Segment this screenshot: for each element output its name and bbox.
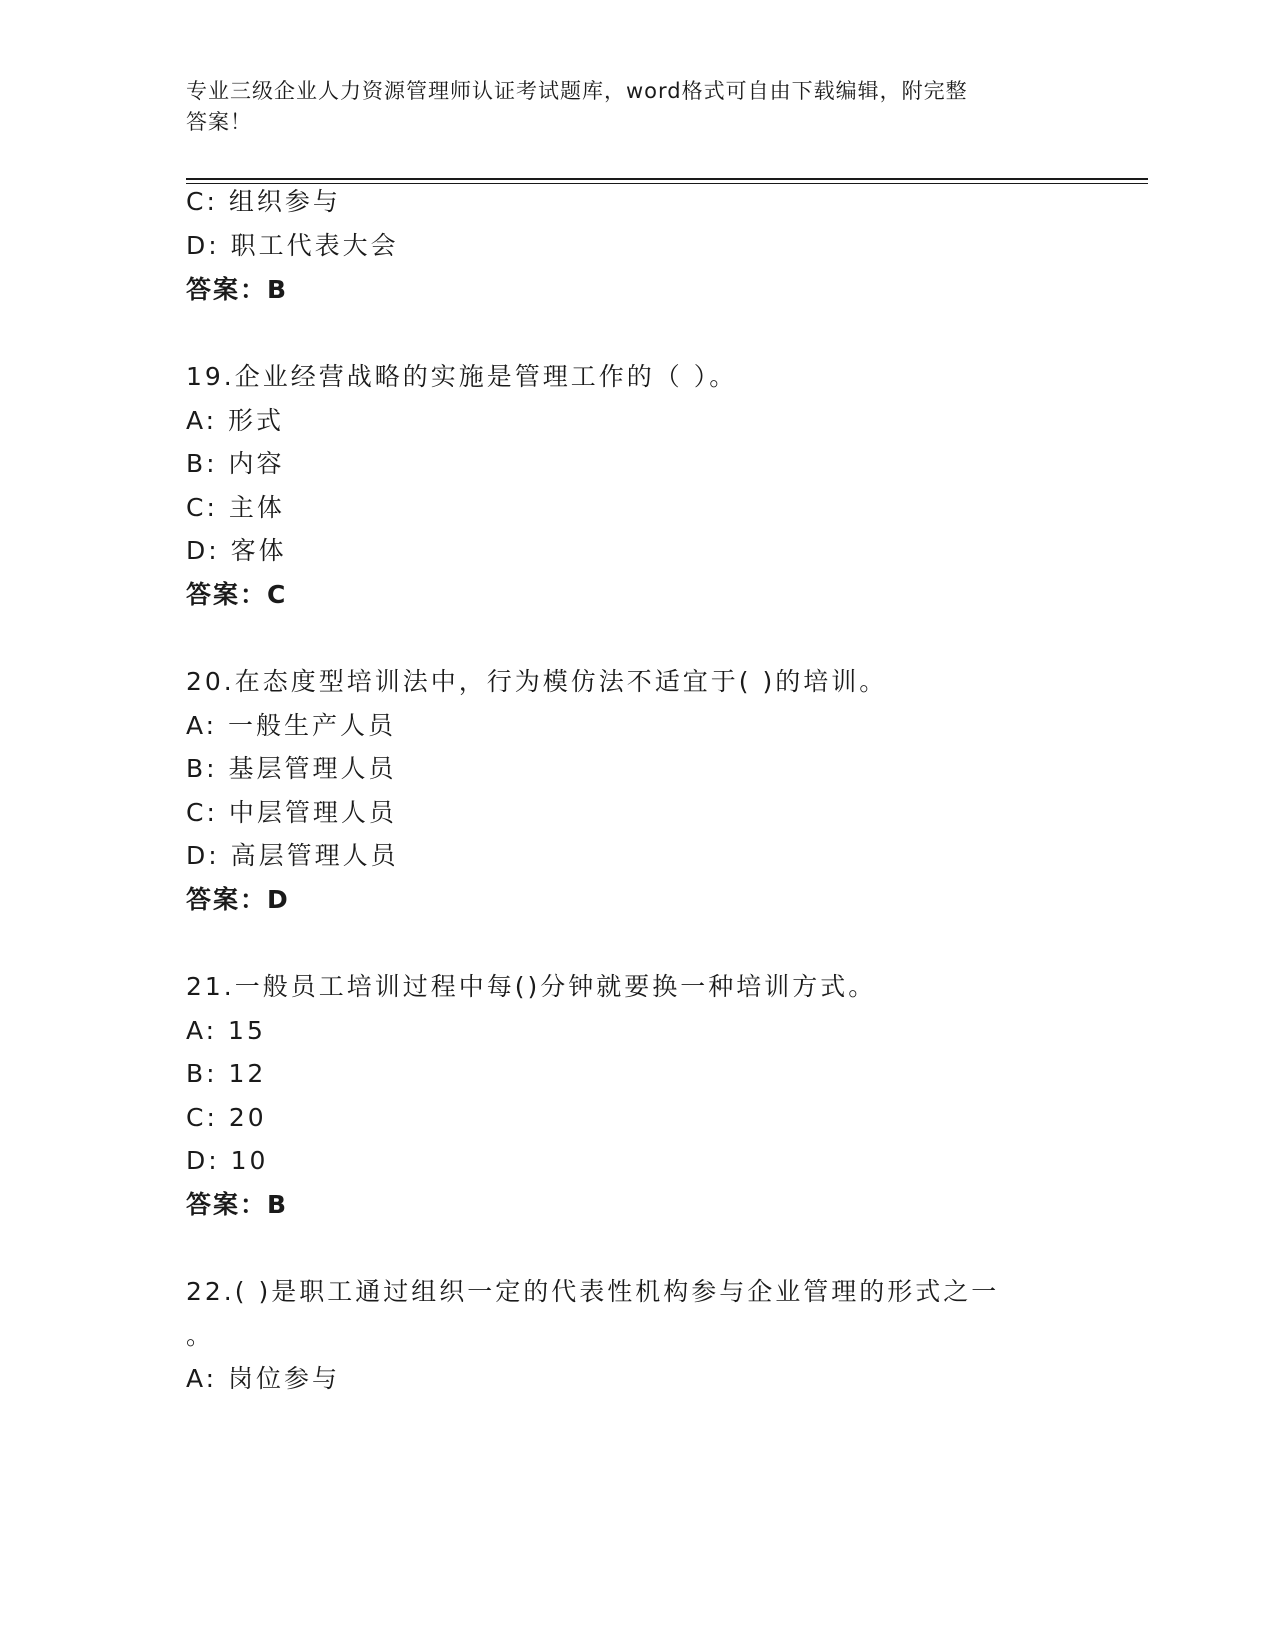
header-title-line-1: 专业三级企业人力资源管理师认证考试题库，word格式可自由下载编辑，附完整 xyxy=(186,79,968,103)
question-21-option-c: C: 20 xyxy=(186,1103,267,1132)
question-18-option-d: D: 职工代表大会 xyxy=(186,231,399,260)
question-20-answer: 答案：D xyxy=(186,885,290,914)
question-20-option-c: C: 中层管理人员 xyxy=(186,798,397,827)
question-21-answer: 答案：B xyxy=(186,1190,289,1219)
question-22-option-a: A: 岗位参与 xyxy=(186,1364,341,1393)
question-20-stem: 20.在态度型培训法中，行为模仿法不适宜于( )的培训。 xyxy=(186,667,888,696)
question-19-option-d: D: 客体 xyxy=(186,536,287,565)
question-22-stem-line-1: 22.( )是职工通过组织一定的代表性机构参与企业管理的形式之一 xyxy=(186,1277,1000,1306)
question-20-option-d: D: 高层管理人员 xyxy=(186,841,399,870)
document-header xyxy=(186,76,1086,138)
question-19-option-c: C: 主体 xyxy=(186,493,285,522)
question-19-option-b: B: 内容 xyxy=(186,449,285,478)
question-20-option-b: B: 基层管理人员 xyxy=(186,754,397,783)
question-21-option-d: D: 10 xyxy=(186,1146,269,1175)
header-title-line-2: 答案！ xyxy=(186,110,252,134)
header-divider-thin xyxy=(186,183,1148,184)
question-22-stem-line-2: 。 xyxy=(186,1321,215,1350)
header-divider-thick xyxy=(186,178,1148,180)
question-21-option-b: B: 12 xyxy=(186,1059,267,1088)
question-18-option-c: C: 组织参与 xyxy=(186,187,341,216)
question-18-answer: 答案：B xyxy=(186,275,289,304)
question-19-answer: 答案：C xyxy=(186,580,288,609)
question-20-option-a: A: 一般生产人员 xyxy=(186,711,397,740)
question-19-option-a: A: 形式 xyxy=(186,406,285,435)
question-21-option-a: A: 15 xyxy=(186,1016,266,1045)
question-21-stem: 21.一般员工培训过程中每()分钟就要换一种培训方式。 xyxy=(186,972,877,1001)
question-19-stem: 19.企业经营战略的实施是管理工作的（ ）。 xyxy=(186,362,738,391)
